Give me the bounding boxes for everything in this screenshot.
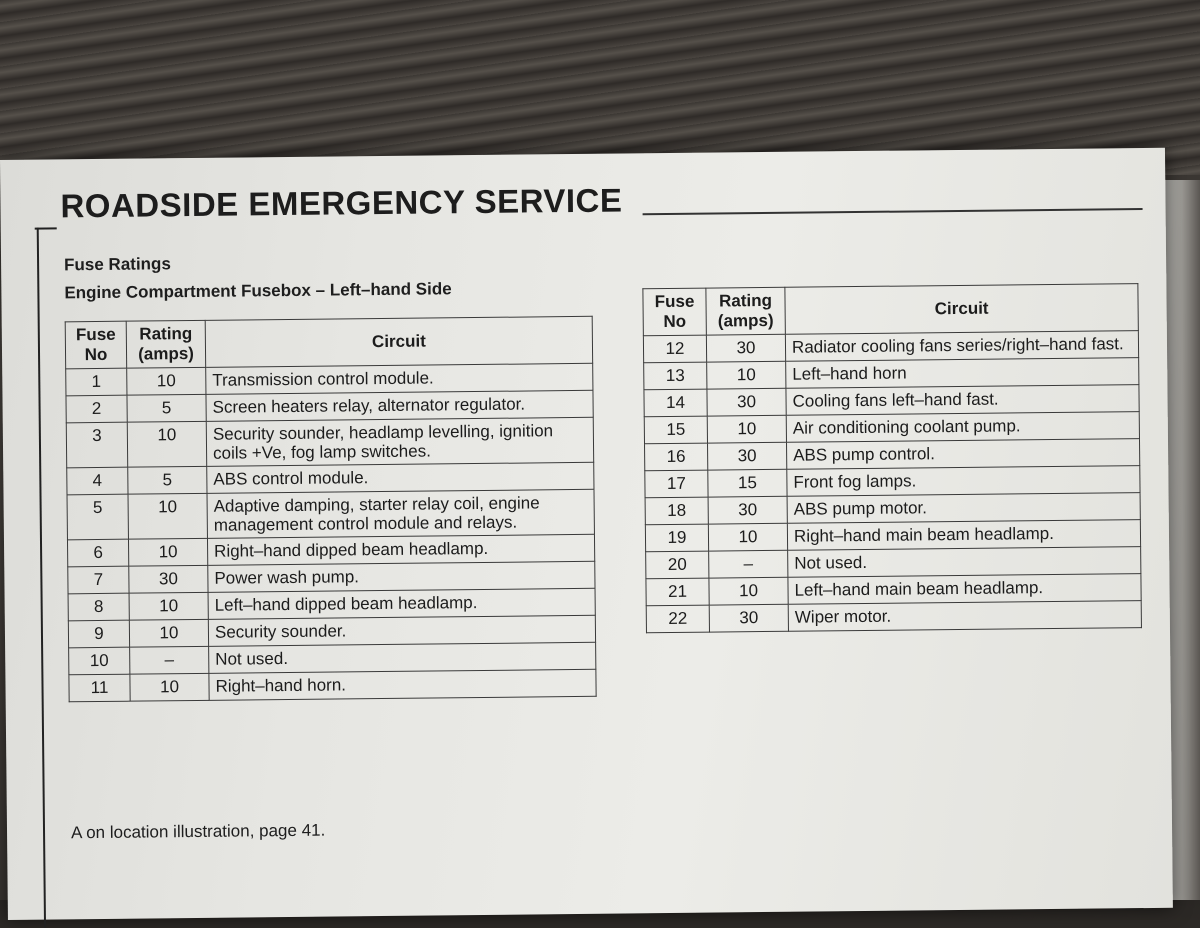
- rating-cell: 10: [708, 523, 787, 551]
- fuse-number-cell: 5: [67, 494, 128, 540]
- circuit-cell: Adaptive damping, starter relay coil, engine management control module and relays.: [207, 489, 594, 538]
- rating-cell: 10: [707, 415, 786, 443]
- fuse-number-cell: 18: [645, 497, 708, 525]
- fuse-number-cell: 15: [644, 416, 707, 444]
- circuit-cell: Not used.: [209, 642, 596, 673]
- fuse-number-cell: 22: [646, 605, 709, 633]
- rating-cell: 30: [707, 388, 786, 416]
- rating-cell: 30: [129, 565, 208, 593]
- rating-cell: –: [709, 550, 788, 578]
- rating-cell: 30: [709, 604, 788, 632]
- rating-cell: 5: [128, 466, 207, 494]
- table-row: [646, 601, 1141, 633]
- circuit-cell: ABS pump motor.: [787, 493, 1140, 524]
- rating-cell: 30: [708, 442, 787, 470]
- circuit-cell: Cooling fans left–hand fast.: [786, 385, 1139, 416]
- fuse-number-cell: 4: [67, 467, 128, 495]
- circuit-cell: Security sounder.: [208, 615, 595, 646]
- rating-cell: 10: [127, 421, 206, 467]
- fuse-number-cell: 9: [68, 620, 129, 648]
- table-row: [67, 489, 594, 540]
- section-heading: Fuse Ratings: [64, 254, 171, 275]
- fuse-number-cell: 7: [68, 566, 129, 594]
- circuit-cell: Power wash pump.: [208, 561, 595, 592]
- right-table-body: [643, 331, 1141, 633]
- circuit-cell: ABS control module.: [207, 462, 594, 493]
- sub-heading: Engine Compartment Fusebox – Left–hand Side: [64, 279, 452, 303]
- circuit-cell: Left–hand dipped beam headlamp.: [208, 588, 595, 619]
- rating-cell: 15: [708, 469, 787, 497]
- header-circuit: Circuit: [205, 316, 592, 367]
- fuse-number-cell: 1: [66, 368, 127, 396]
- left-fuse-table: [65, 316, 597, 703]
- rating-cell: 5: [127, 394, 206, 422]
- fuse-number-cell: 17: [645, 470, 708, 498]
- circuit-cell: Right–hand horn.: [209, 669, 596, 700]
- circuit-cell: Left–hand horn: [786, 358, 1139, 389]
- rating-cell: 10: [707, 361, 786, 389]
- fuse-number-cell: 11: [69, 674, 130, 702]
- table-row: [69, 669, 596, 702]
- header-circuit: Circuit: [785, 284, 1138, 335]
- title-row: [34, 176, 1144, 238]
- fuse-number-cell: 3: [66, 422, 127, 468]
- title-rule: [643, 208, 1143, 215]
- fuse-number-cell: 16: [645, 443, 708, 471]
- table-row: [66, 417, 593, 468]
- circuit-cell: Front fog lamps.: [787, 466, 1140, 497]
- right-fuse-table: [642, 283, 1142, 633]
- fuse-number-cell: 2: [66, 395, 127, 423]
- circuit-cell: Wiper motor.: [788, 601, 1141, 632]
- rating-cell: 10: [129, 619, 208, 647]
- page-title: ROADSIDE EMERGENCY SERVICE: [60, 181, 623, 225]
- header-fuse-no: Fuse No: [643, 288, 706, 336]
- footnote: A on location illustration, page 41.: [70, 820, 326, 843]
- fuse-number-cell: 21: [646, 578, 709, 606]
- fuse-number-cell: 10: [69, 647, 130, 675]
- fuse-number-cell: 8: [68, 593, 129, 621]
- header-rating: Rating (amps): [706, 287, 785, 335]
- page-left-rule: [37, 228, 46, 928]
- fuse-number-cell: 20: [646, 551, 709, 579]
- manual-page: [0, 148, 1173, 920]
- fuse-number-cell: 13: [644, 362, 707, 390]
- table-header-row: [65, 316, 592, 369]
- rating-cell: 10: [128, 493, 207, 539]
- circuit-cell: Radiator cooling fans series/right–hand fast.: [785, 331, 1138, 362]
- header-fuse-no: Fuse No: [65, 321, 126, 369]
- left-table-body: [66, 363, 596, 702]
- fuse-number-cell: 6: [67, 539, 128, 567]
- circuit-cell: Right–hand main beam headlamp.: [787, 520, 1140, 551]
- rating-cell: –: [130, 646, 209, 674]
- rating-cell: 30: [706, 334, 785, 362]
- rating-cell: 10: [129, 592, 208, 620]
- circuit-cell: Right–hand dipped beam headlamp.: [207, 534, 594, 565]
- fuse-number-cell: 14: [644, 389, 707, 417]
- circuit-cell: Not used.: [788, 547, 1141, 578]
- circuit-cell: Screen heaters relay, alternator regulator.: [206, 390, 593, 421]
- rating-cell: 10: [127, 367, 206, 395]
- circuit-cell: Air conditioning coolant pump.: [786, 412, 1139, 443]
- fuse-number-cell: 19: [645, 524, 708, 552]
- rating-cell: 10: [128, 538, 207, 566]
- circuit-cell: Transmission control module.: [206, 363, 593, 394]
- rating-cell: 10: [709, 577, 788, 605]
- table-header-row: [643, 284, 1138, 336]
- fuse-number-cell: 12: [643, 335, 706, 363]
- circuit-cell: ABS pump control.: [786, 439, 1139, 470]
- rating-cell: 30: [708, 496, 787, 524]
- rating-cell: 10: [130, 673, 209, 701]
- circuit-cell: Left–hand main beam headlamp.: [788, 574, 1141, 605]
- circuit-cell: Security sounder, headlamp levelling, ignition coils +Ve, fog lamp switches.: [206, 417, 593, 466]
- header-rating: Rating (amps): [126, 320, 205, 368]
